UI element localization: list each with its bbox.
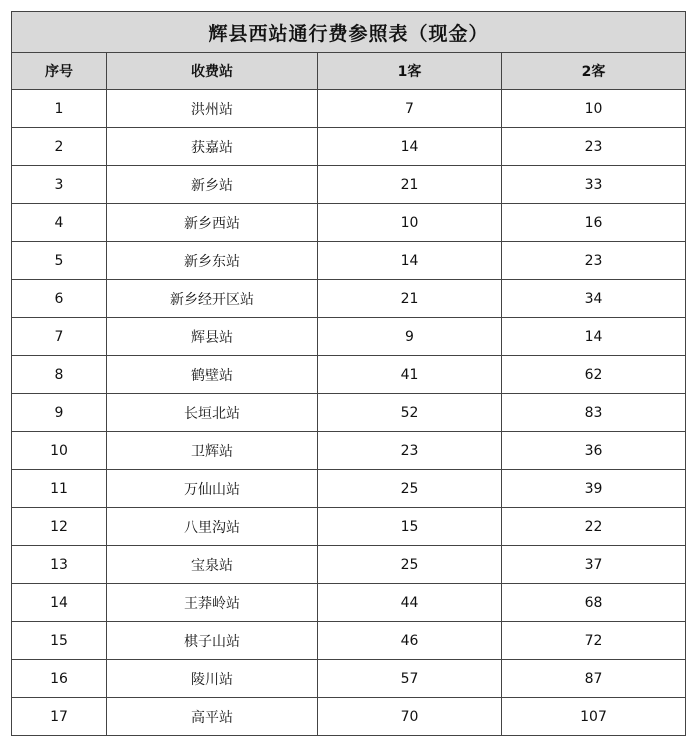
row-index: 5 [12,242,107,280]
table-row [12,204,686,242]
row-index: 4 [12,204,107,242]
row-station: 新乡经开区站 [107,280,318,318]
header-station: 收费站 [107,53,318,90]
row-station: 高平站 [107,698,318,736]
row-index: 16 [12,660,107,698]
row-station: 宝泉站 [107,546,318,584]
row-station: 辉县站 [107,318,318,356]
table-row [12,546,686,584]
toll-fee-table [11,11,686,736]
row-index: 8 [12,356,107,394]
row-fee-class-1: 23 [318,432,502,470]
row-station: 新乡站 [107,166,318,204]
row-fee-class-1: 14 [318,128,502,166]
table-row [12,90,686,128]
row-fee-class-2: 16 [502,204,686,242]
row-station: 八里沟站 [107,508,318,546]
title-row [12,12,686,53]
row-fee-class-2: 23 [502,128,686,166]
row-fee-class-1: 14 [318,242,502,280]
row-index: 13 [12,546,107,584]
row-station: 新乡东站 [107,242,318,280]
row-station: 万仙山站 [107,470,318,508]
row-index: 9 [12,394,107,432]
row-fee-class-1: 7 [318,90,502,128]
table-title: 辉县西站通行费参照表（现金） [12,12,686,53]
row-fee-class-1: 21 [318,280,502,318]
row-station: 陵川站 [107,660,318,698]
row-fee-class-1: 21 [318,166,502,204]
row-index: 2 [12,128,107,166]
row-station: 新乡西站 [107,204,318,242]
row-index: 3 [12,166,107,204]
table-row [12,128,686,166]
row-fee-class-2: 10 [502,90,686,128]
table-row [12,584,686,622]
table-row [12,280,686,318]
row-fee-class-1: 25 [318,470,502,508]
table-row [12,508,686,546]
row-fee-class-2: 62 [502,356,686,394]
row-index: 14 [12,584,107,622]
row-fee-class-1: 41 [318,356,502,394]
row-index: 17 [12,698,107,736]
row-index: 15 [12,622,107,660]
row-index: 12 [12,508,107,546]
row-index: 11 [12,470,107,508]
row-fee-class-1: 52 [318,394,502,432]
row-fee-class-1: 10 [318,204,502,242]
row-index: 10 [12,432,107,470]
table-row [12,698,686,736]
row-fee-class-2: 14 [502,318,686,356]
row-fee-class-2: 68 [502,584,686,622]
table-row [12,166,686,204]
row-fee-class-1: 70 [318,698,502,736]
table-row [12,622,686,660]
row-fee-class-2: 87 [502,660,686,698]
table-row [12,318,686,356]
header-row [12,53,686,90]
row-fee-class-2: 33 [502,166,686,204]
row-fee-class-2: 23 [502,242,686,280]
row-station: 卫辉站 [107,432,318,470]
row-station: 鹤壁站 [107,356,318,394]
row-station: 获嘉站 [107,128,318,166]
header-class-1: 1客 [318,53,502,90]
table-row [12,432,686,470]
row-fee-class-2: 37 [502,546,686,584]
table-row [12,242,686,280]
row-fee-class-2: 107 [502,698,686,736]
row-fee-class-2: 36 [502,432,686,470]
table-row [12,356,686,394]
row-index: 7 [12,318,107,356]
toll-table-container [11,11,685,736]
row-fee-class-1: 57 [318,660,502,698]
row-fee-class-1: 44 [318,584,502,622]
row-fee-class-2: 83 [502,394,686,432]
header-class-2: 2客 [502,53,686,90]
table-row [12,470,686,508]
table-row [12,660,686,698]
row-fee-class-2: 72 [502,622,686,660]
row-fee-class-2: 39 [502,470,686,508]
row-fee-class-2: 34 [502,280,686,318]
row-station: 长垣北站 [107,394,318,432]
row-fee-class-1: 25 [318,546,502,584]
table-row [12,394,686,432]
row-fee-class-1: 46 [318,622,502,660]
row-fee-class-1: 9 [318,318,502,356]
row-index: 1 [12,90,107,128]
row-index: 6 [12,280,107,318]
header-index: 序号 [12,53,107,90]
row-fee-class-1: 15 [318,508,502,546]
row-station: 洪州站 [107,90,318,128]
row-station: 王莽岭站 [107,584,318,622]
row-station: 棋子山站 [107,622,318,660]
row-fee-class-2: 22 [502,508,686,546]
